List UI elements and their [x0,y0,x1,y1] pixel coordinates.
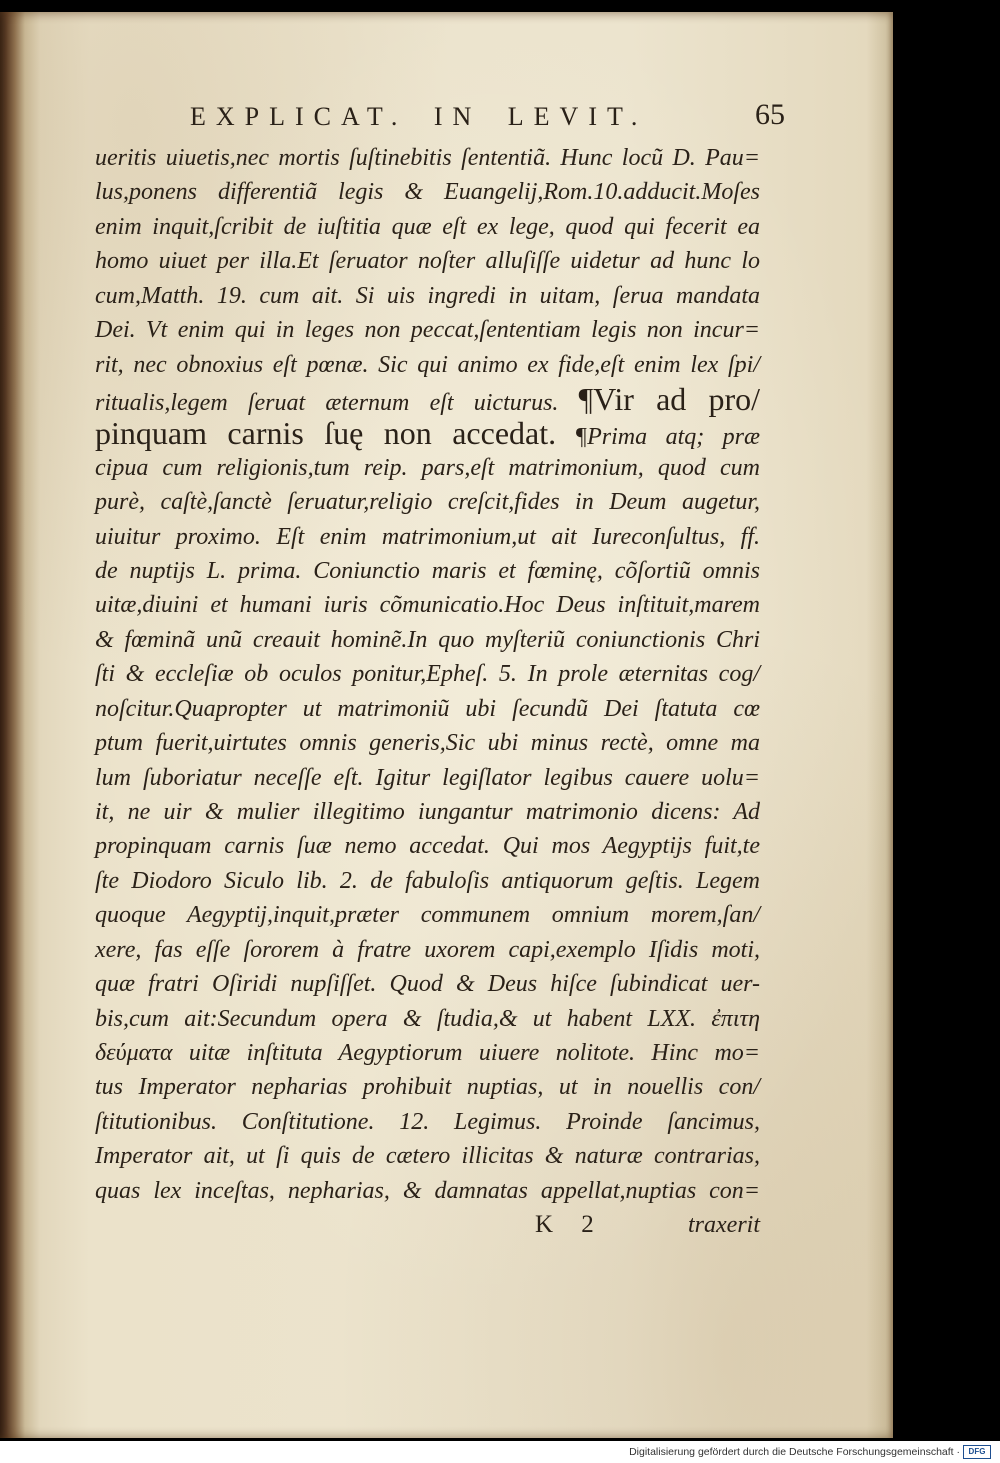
text-line [95,416,760,450]
text-line: lus,ponens differentiã legis & Euangelij,Rom.10.adducit.Moſes [95,179,760,206]
text-line: uitæ,diuini et humani iuris cõmunicatio.Hoc Deus inſtituit,marem [95,592,760,619]
text-line: Dei. Vt enim qui in leges non peccat,ſententiam legis non incur= [95,317,760,344]
text-line: Imperator ait, ut ſi quis de cætero illicitas & naturæ contrarias, [95,1143,760,1170]
text-line: quoque Aegyptij,inquit,præter communem omnium morem,ſan/ [95,902,760,929]
running-head: EXPLICAT. IN LEVIT. [190,102,648,131]
text-block [95,141,760,1243]
dfg-logo: DFG [963,1445,991,1459]
heading-segment: pinquam carnis ſuę non accedat. [95,415,557,452]
text-line: cum,Matth. 19. cum ait. Si uis ingredi in uitam, ſerua mandata [95,282,760,309]
text-segment: ritualis,legem ſeruat æternum eſt uicturus. [95,389,559,416]
catchword: traxerit [688,1212,760,1239]
text-line: tus Imperator nepharias prohibuit nuptias, ut in nouellis con/ [95,1074,760,1101]
heading-segment: ¶Vir ad pro/ [578,380,761,417]
text-line: & fœminã unũ creauit hominẽ.In quo myſteriũ coniunctionis Chri [95,626,760,653]
text-line: ptum fuerit,uirtutes omnis generis,Sic ubi minus rectè, omne ma [95,730,760,757]
text-line: noſcitur.Quapropter ut matrimoniũ ubi ſecundũ Dei ſtatuta cœ [95,695,760,722]
text-line: propinquam carnis ſuæ nemo accedat. Qui mos Aegyptijs fuit,te [95,833,760,860]
text-line: δεύματα uitæ inſtituta Aegyptiorum uiuere nolitote. Hinc mo= [95,1039,760,1066]
text-line [95,382,760,416]
text-line: lum ſuboriatur neceſſe eſt. Igitur legiſlator legibus cauere uolu= [95,764,760,791]
catchword-line [95,1208,760,1242]
signature-mark: K 2 [535,1211,594,1239]
text-line: homo uiuet per illa.Et ſeruator noſter alluſiſſe uidetur ad hunc lo [95,248,760,275]
text-line: enim inquit,ſcribit de iuſtitia quæ eſt ex lege, quod qui fecerit ea [95,213,760,240]
text-segment: ¶Prima atq; præ [574,424,761,451]
book-page [0,12,893,1438]
text-line: xere, fas eſſe ſororem à fratre uxorem capi,exemplo Iſidis moti, [95,936,760,963]
page-number: 65 [755,98,785,131]
text-line: ſte Diodoro Siculo lib. 2. de fabuloſis antiquorum geſtis. Legem [95,867,760,894]
text-line: rit, nec obnoxius eſt pœnæ. Sic qui animo ex fide,eſt enim lex ſpi/ [95,351,760,378]
footer-bar [0,1441,1000,1463]
text-line: it, ne uir & mulier illegitimo iungantur matrimonio dicens: Ad [95,799,760,826]
text-line: quæ fratri Oſiridi nupſiſſet. Quod & Deus hiſce ſubindicat uer- [95,971,760,998]
text-line: purè, caſtè,ſanctè ſeruatur,religio creſcit,fides in Deum augetur, [95,489,760,516]
text-line: ſti & eccleſiæ ob oculos ponitur,Epheſ. 5. In prole æternitas cog/ [95,661,760,688]
funding-credit: Digitalisierung gefördert durch die Deutsche Forschungsgemeinschaft · [629,1446,960,1458]
text-line: ſtitutionibus. Conſtitutione. 12. Legimus. Proinde ſancimus, [95,1108,760,1135]
text-line: cipua cum religionis,tum reip. pars,eſt matrimonium, quod cum [95,454,760,481]
text-line: ueritis uiuetis,nec mortis ſuſtinebitis ſententiã. Hunc locũ D. Pau= [95,145,760,171]
text-line: uiuitur proximo. Eſt enim matrimonium,ut ait Iureconſultus, ff. [95,523,760,550]
text-line: de nuptijs L. prima. Coniunctio maris et fœminę, cõſortiũ omnis [95,558,760,585]
text-line: bis,cum ait:Secundum opera & ſtudia,& ut habent LXX. ἐπιτη [95,1005,760,1032]
text-line: quas lex inceſtas, nepharias, & damnatas appellat,nuptias con= [95,1177,760,1204]
